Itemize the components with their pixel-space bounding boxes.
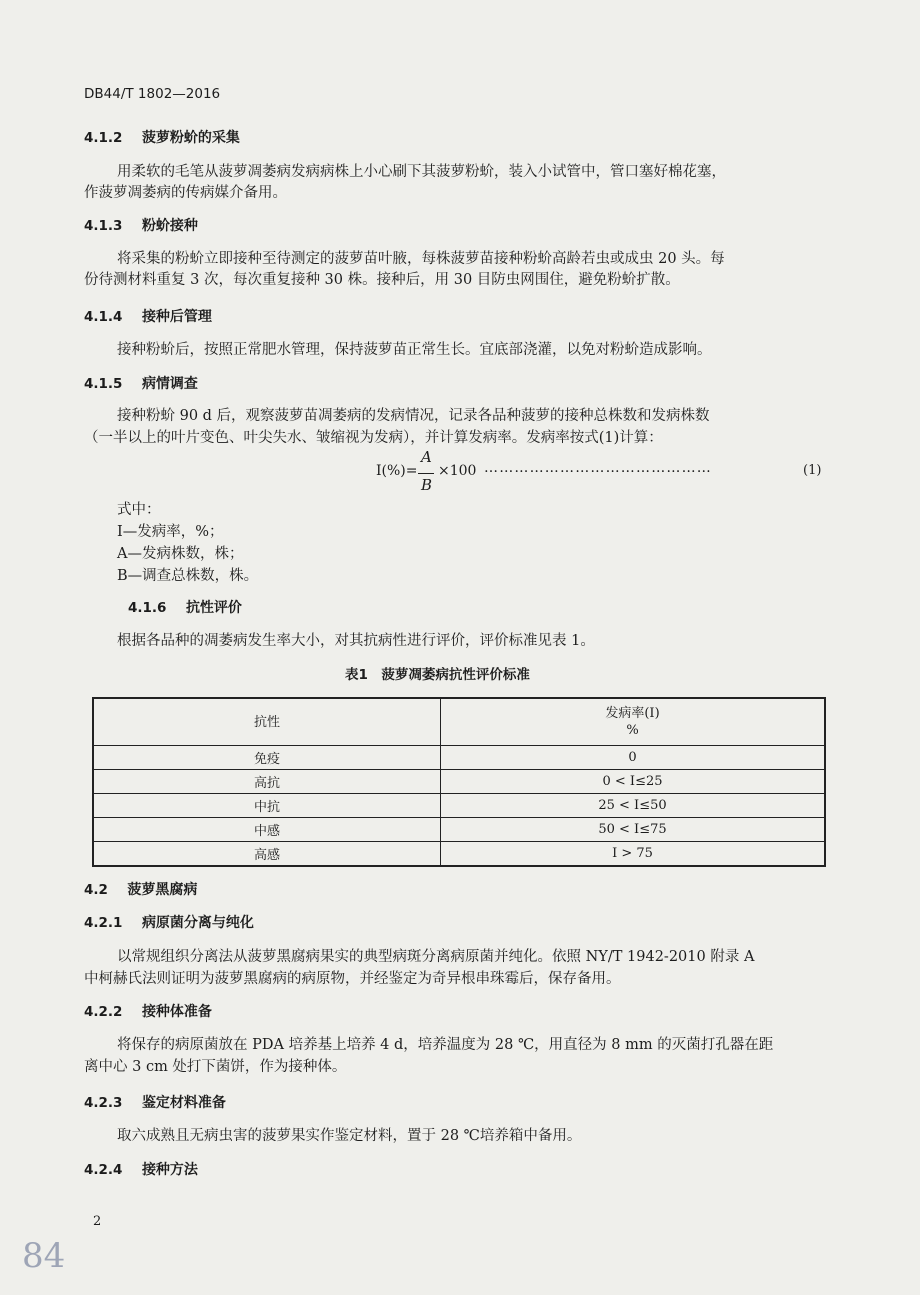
paragraph-line: 接种粉蚧后，按照正常肥水管理，保持菠萝苗正常生长。宜底部浇灌，以免对粉蚧造成影响。 bbox=[117, 342, 712, 358]
page-number: 2 bbox=[93, 1214, 102, 1229]
section-4-2-3-heading bbox=[84, 1093, 226, 1113]
section-4-2-2-heading bbox=[84, 1002, 212, 1022]
variable-definition: B—调查总株数，株。 bbox=[117, 568, 259, 584]
formula-lhs: I(%)= bbox=[376, 463, 418, 479]
paragraph-line: 用柔软的毛笔从菠萝凋萎病发病病株上小心刷下其菠萝粉蚧，装入小试管中，管口塞好棉花塞， bbox=[117, 164, 726, 180]
section-title: 接种体准备 bbox=[141, 1004, 212, 1020]
section-4-2-1-heading bbox=[84, 913, 254, 933]
variable-definition: I—发病率，%； bbox=[117, 524, 224, 540]
table-row bbox=[93, 770, 825, 794]
table-cell: 中感 bbox=[93, 818, 441, 842]
paragraph-line: 将保存的病原菌放在 PDA 培养基上培养 4 d，培养温度为 28 ℃，用直径为 8 mm 的灭菌打孔器在距 bbox=[117, 1037, 774, 1053]
paragraph-line: 根据各品种的凋萎病发生率大小，对其抗病性进行评价，评价标准见表 1。 bbox=[117, 633, 595, 649]
table-header-cell: 抗性 bbox=[93, 698, 441, 746]
section-4-1-6-heading bbox=[128, 598, 242, 618]
formula-numerator: A bbox=[421, 448, 432, 466]
paragraph-line: 接种粉蚧 90 d 后，观察菠萝苗凋萎病的发病情况，记录各品种菠萝的接种总株数和发病株数 bbox=[117, 408, 710, 424]
table-cell: 高抗 bbox=[93, 770, 441, 794]
section-number: 4.1.4 bbox=[84, 309, 123, 325]
section-title: 病原菌分离与纯化 bbox=[141, 915, 254, 931]
header-line: % bbox=[626, 723, 639, 738]
formula-rhs: ×100 bbox=[438, 463, 477, 479]
section-number: 4.1.2 bbox=[84, 130, 123, 146]
section-number: 4.1.3 bbox=[84, 218, 123, 234]
section-4-1-2-heading bbox=[84, 128, 240, 148]
paragraph-line: 以常规组织分离法从菠萝黑腐病果实的典型病斑分离病原菌并纯化。依照 NY/T 1942-2010 附录 A bbox=[117, 949, 755, 965]
section-title: 菠萝粉蚧的采集 bbox=[141, 130, 240, 146]
section-number: 4.1.5 bbox=[84, 376, 123, 392]
section-4-1-3-heading bbox=[84, 216, 198, 236]
table-row bbox=[93, 818, 825, 842]
paragraph-line: 作菠萝凋萎病的传病媒介备用。 bbox=[84, 185, 287, 201]
section-title: 菠萝黑腐病 bbox=[127, 882, 198, 898]
table-header-row bbox=[93, 698, 825, 746]
section-number: 4.1.6 bbox=[128, 600, 167, 616]
table-row bbox=[93, 842, 825, 867]
where-label: 式中： bbox=[117, 502, 161, 518]
section-4-1-4-heading bbox=[84, 307, 212, 327]
table-cell: 50 < I≤75 bbox=[441, 818, 826, 842]
table-row bbox=[93, 746, 825, 770]
section-number: 4.2.1 bbox=[84, 915, 123, 931]
paragraph-line: 份待测材料重复 3 次，每次重复接种 30 株。接种后，用 30 目防虫网围住，避免粉蚧扩散。 bbox=[84, 272, 680, 288]
section-number: 4.2 bbox=[84, 882, 108, 898]
table-cell: 高感 bbox=[93, 842, 441, 867]
section-title: 鉴定材料准备 bbox=[141, 1095, 226, 1111]
table-caption: 表1 菠萝凋萎病抗性评价标准 bbox=[345, 667, 530, 683]
section-title: 粉蚧接种 bbox=[141, 218, 198, 234]
section-number: 4.2.3 bbox=[84, 1095, 123, 1111]
formula-leader-dots: ……………………………………… bbox=[484, 460, 712, 476]
section-4-2-heading bbox=[84, 880, 197, 900]
paragraph-line: 取六成熟且无病虫害的菠萝果实作鉴定材料，置于 28 ℃培养箱中备用。 bbox=[117, 1128, 582, 1144]
formula-denominator: B bbox=[421, 476, 433, 494]
table-cell: 免疫 bbox=[93, 746, 441, 770]
section-title: 抗性评价 bbox=[185, 600, 242, 616]
section-title: 接种后管理 bbox=[141, 309, 212, 325]
section-number: 4.2.2 bbox=[84, 1004, 123, 1020]
section-title: 病情调查 bbox=[141, 376, 198, 392]
section-4-1-5-heading bbox=[84, 374, 198, 394]
table-cell: 25 < I≤50 bbox=[441, 794, 826, 818]
table-cell: I > 75 bbox=[441, 842, 826, 867]
table-row bbox=[93, 794, 825, 818]
table-cell: 中抗 bbox=[93, 794, 441, 818]
page-stamp: 84 bbox=[22, 1236, 66, 1276]
fraction-bar bbox=[418, 473, 434, 474]
incidence-formula bbox=[376, 448, 826, 498]
section-title: 接种方法 bbox=[141, 1162, 198, 1178]
section-number: 4.2.4 bbox=[84, 1162, 123, 1178]
table-cell: 0 < I≤25 bbox=[441, 770, 826, 794]
paragraph-line: 中柯赫氏法则证明为菠萝黑腐病的病原物，并经鉴定为奇异根串珠霉后，保存备用。 bbox=[84, 971, 621, 987]
paragraph-line: （一半以上的叶片变色、叶尖失水、皱缩视为发病），并计算发病率。发病率按式(1)计算： bbox=[84, 430, 663, 446]
table-header-cell bbox=[441, 698, 826, 746]
paragraph-line: 离中心 3 cm 处打下菌饼，作为接种体。 bbox=[84, 1059, 347, 1075]
resistance-criteria-table bbox=[92, 697, 826, 867]
paragraph-line: 将采集的粉蚧立即接种至待测定的菠萝苗叶腋，每株菠萝苗接种粉蚧高龄若虫或成虫 20 头。每 bbox=[117, 251, 725, 267]
section-4-2-4-heading bbox=[84, 1160, 198, 1180]
document-number: DB44/T 1802—2016 bbox=[84, 86, 221, 102]
equation-number: (1) bbox=[803, 463, 822, 478]
table-cell: 0 bbox=[441, 746, 826, 770]
header-line: 发病率(I) bbox=[605, 706, 660, 721]
variable-definition: A—发病株数，株； bbox=[117, 546, 244, 562]
